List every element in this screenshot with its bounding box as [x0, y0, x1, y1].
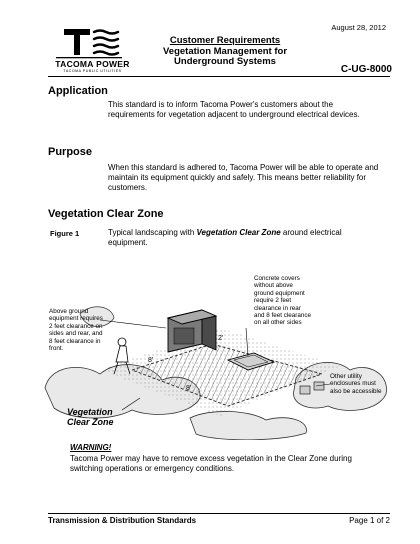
figure-label: Figure 1 [50, 229, 80, 238]
logo-text: TACOMA POWER [55, 59, 130, 69]
application-text: This standard is to inform Tacoma Power's customers about the requirements for vegetation adjacent to underground electrical devices. [108, 100, 360, 119]
callout-line: ground equipment [254, 289, 305, 297]
callout-line: and 8 feet clearance [254, 312, 312, 320]
callout-concrete-covers [254, 275, 344, 327]
header-divider [48, 76, 390, 77]
callout-line: front. [49, 345, 64, 353]
callout-line: also be accessible [330, 387, 382, 395]
section-heading-purpose: Purpose [48, 146, 93, 158]
figure-caption [108, 228, 380, 248]
callout-line: Other utility [330, 373, 362, 380]
document-date: August 28, 2012 [331, 23, 386, 32]
callout-line: sides and rear, and [49, 330, 103, 338]
page-number: Page 1 of 2 [349, 516, 390, 525]
callout-line: Concrete covers [254, 275, 300, 282]
callout-line: 8 feet clearance in [49, 337, 101, 345]
caption-text-start: Typical landscaping with [108, 228, 197, 237]
callout-line: without above [254, 282, 293, 290]
callout-line: Above ground [49, 308, 89, 315]
section-heading-clear-zone: Vegetation Clear Zone [48, 208, 164, 220]
callout-other-enclosures [330, 373, 394, 395]
warning-text: Tacoma Power may have to remove excess vegetation in the Clear Zone during switching operations or emergency conditions. [70, 454, 352, 473]
purpose-text: When this standard is adhered to, Tacoma Power will be able to operate and maintain its equipment quickly and safely. This means better reliability for customers. [108, 163, 379, 192]
document-code: C-UG-8000 [340, 64, 392, 75]
callout-line: require 2 feet [254, 297, 292, 305]
dimension-2ft-rear: 2' [218, 335, 224, 342]
footer-title: Transmission & Distribution Standards [48, 516, 197, 525]
above-ground-equipment [168, 310, 216, 352]
callout-line: clearance in rear [254, 304, 301, 312]
dimension-8ft-front: 8' [148, 357, 154, 364]
callout-line: on all other sides [254, 319, 302, 327]
title-line-2: Vegetation Management for [162, 45, 288, 57]
title-line-1: Customer Requirements [169, 35, 281, 46]
callout-line: equipment requires [49, 315, 103, 323]
callout-above-ground [49, 308, 129, 352]
logo-subtext: TACOMA PUBLIC UTILITIES [63, 69, 122, 73]
callout-line: 2 feet clearance on [49, 322, 103, 330]
dimension-8ft-side: 8' [186, 385, 192, 392]
clear-zone-label-line: Clear Zone [67, 417, 114, 427]
clear-zone-label [67, 407, 114, 427]
clear-zone-label-line: Vegetation [67, 407, 113, 417]
document-title [140, 36, 310, 68]
logo-t-icon [56, 29, 122, 58]
callout-line: enclosures must [330, 380, 376, 388]
footer-divider [48, 513, 390, 514]
caption-emphasis: Vegetation Clear Zone [196, 228, 281, 237]
title-line-3: Underground Systems [174, 56, 276, 67]
warning-title: WARNING! [70, 443, 112, 452]
section-heading-application: Application [48, 85, 108, 97]
caption-text-end: around electrical equipment. [108, 228, 342, 247]
